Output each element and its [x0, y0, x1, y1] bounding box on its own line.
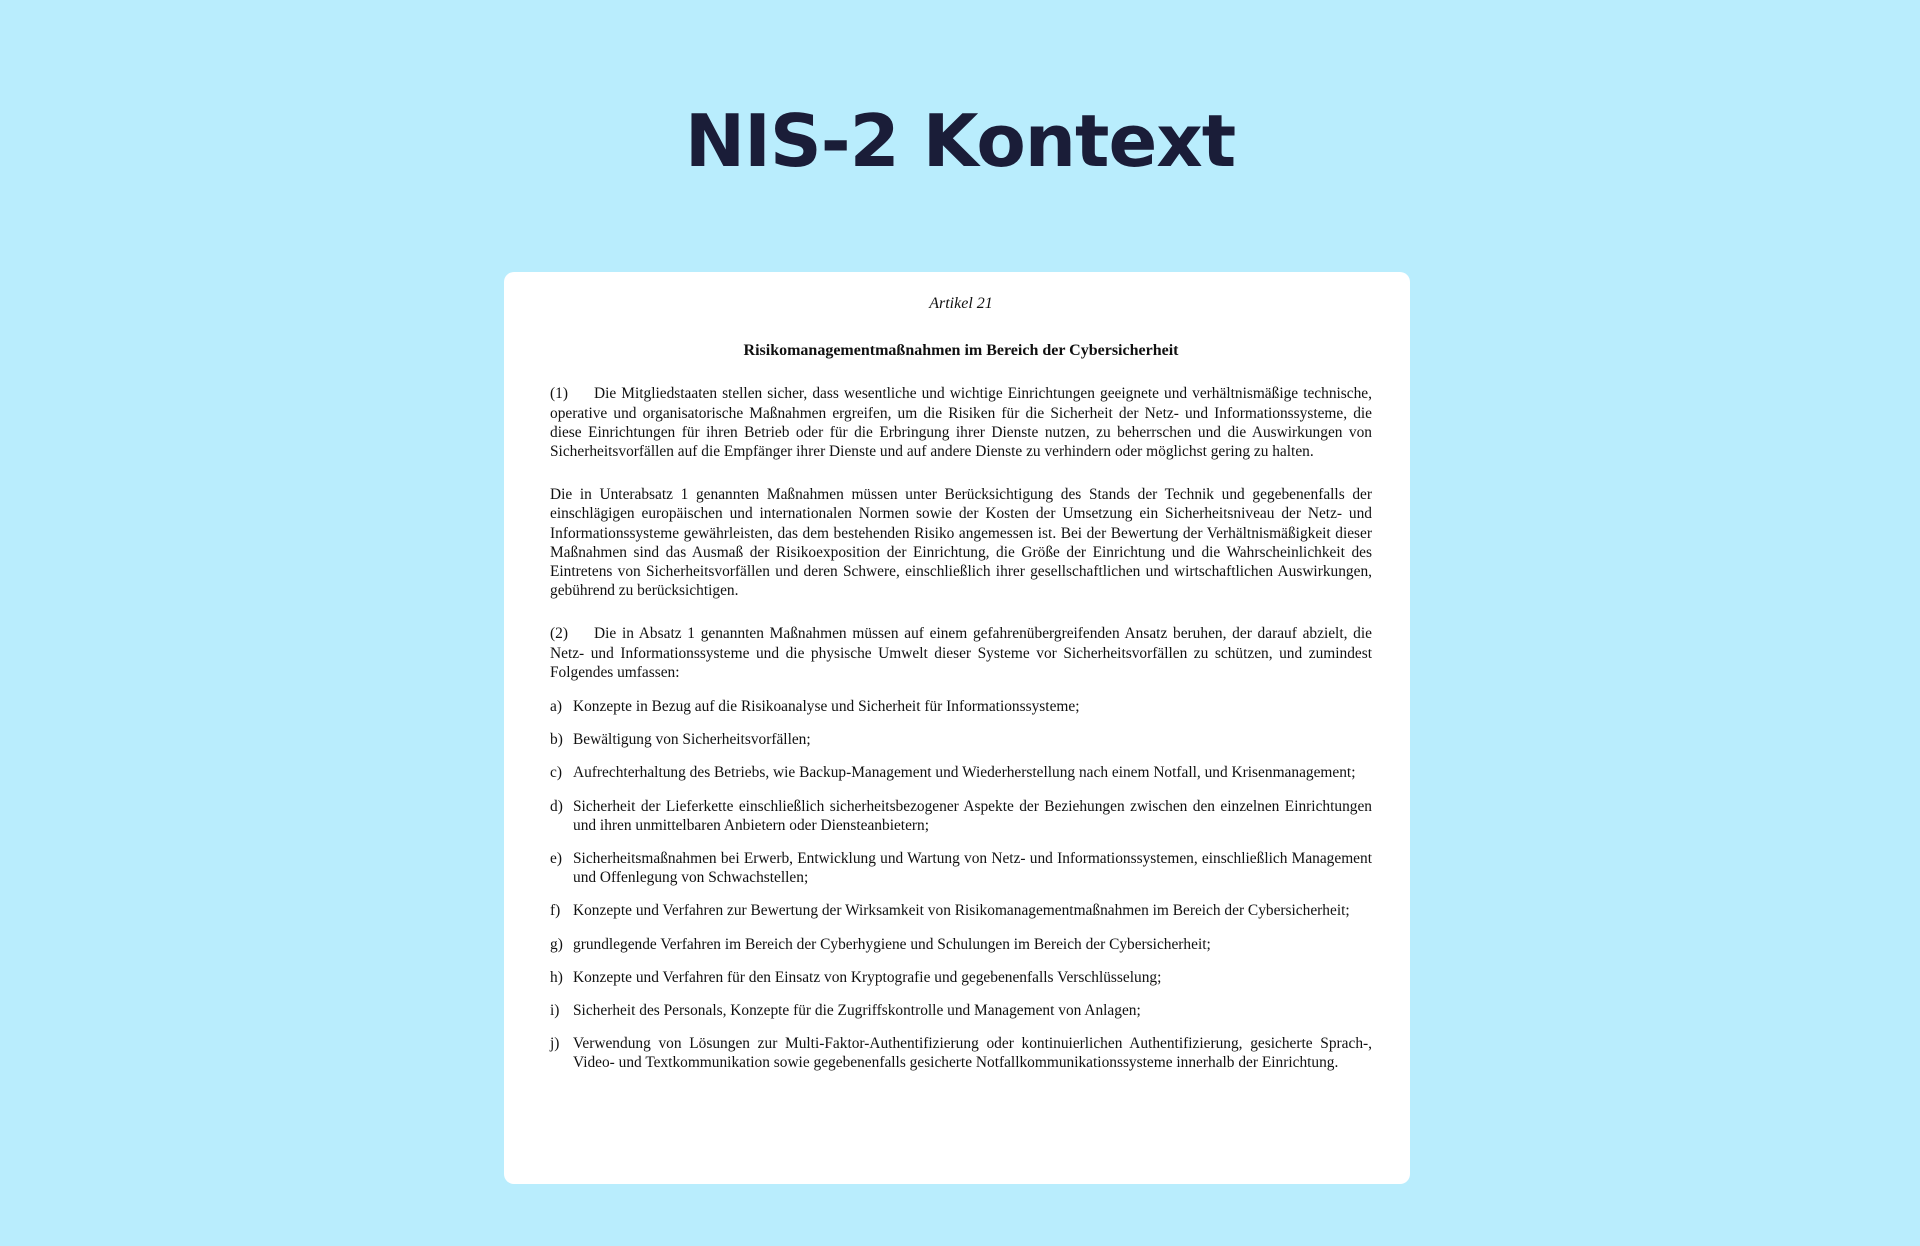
list-letter: a) — [550, 698, 562, 716]
list-letter: b) — [550, 731, 563, 749]
paragraph-1-subparagraph: Die in Unterabsatz 1 genannten Maßnahmen müssen unter Berücksichtigung des Stands der Technik und gegebenenfalls der einschlägigen europäischen und internationalen Normen sowie der Kosten der Umsetzung ein Sicherheitsniveau der Netz- und Informationssysteme gewährleisten, das dem bestehenden Risiko angemessen ist. Bei der Bewertung der Verhältnismäßigkeit dieser Maßnahmen sind das Ausmaß der Risikoexposition der Einrichtung, die Größe der Einrichtung und die Wahrscheinlichkeit des Eintretens von Sicherheitsvorfällen und deren Schwere, einschließlich ihrer gesellschaftlichen und wirtschaftlichen Auswirkungen, gebührend zu berücksichtigen. — [550, 486, 1372, 600]
list-letter: e) — [550, 850, 562, 868]
paragraph-2 — [550, 624, 1372, 682]
page-title: NIS-2 Kontext — [684, 99, 1236, 183]
list-text: Sicherheitsmaßnahmen bei Erwerb, Entwicklung und Wartung von Netz- und Informationssystemen, einschließlich Management und Offenlegung von Schwachstellen; — [573, 850, 1372, 887]
paragraph-number: (2) — [550, 625, 568, 643]
list-item — [550, 1001, 1372, 1020]
document-card — [504, 272, 1410, 1184]
list-letter: d) — [550, 797, 563, 815]
list-letter: g) — [550, 935, 563, 953]
list-item — [550, 1034, 1372, 1072]
list-text: Konzepte und Verfahren zur Bewertung der Wirksamkeit von Risikomanagementmaßnahmen im Bereich der Cybersicherheit; — [573, 902, 1350, 920]
list-item — [550, 935, 1372, 954]
list-letter: h) — [550, 968, 563, 986]
list-letter: c) — [550, 764, 562, 782]
list-text: Aufrechterhaltung des Betriebs, wie Backup-Management und Wiederherstellung nach einem Notfall, und Krisenmanagement; — [573, 764, 1356, 782]
list-item — [550, 968, 1372, 987]
list-text: Konzepte und Verfahren für den Einsatz von Kryptografie und gegebenenfalls Verschlüsselung; — [573, 968, 1162, 986]
list-text: Sicherheit der Lieferkette einschließlich sicherheitsbezogener Aspekte der Beziehungen zwischen den einzelnen Einrichtungen und ihren unmittelbaren Anbietern oder Diensteanbietern; — [573, 797, 1372, 834]
measures-list — [550, 697, 1372, 1073]
list-text: Sicherheit des Personals, Konzepte für die Zugriffskontrolle und Management von Anlagen; — [573, 1002, 1141, 1020]
list-item — [550, 797, 1372, 835]
list-item — [550, 697, 1372, 716]
list-text: Verwendung von Lösungen zur Multi-Faktor-Authentifizierung oder kontinuierlichen Authentifizierung, gesicherte Sprach-, Video- und Textkommunikation sowie gegebenenfalls gesicherte Notfallkommunikationssysteme innerhalb der Einrichtung. — [573, 1035, 1372, 1072]
list-letter: f) — [550, 902, 561, 920]
paragraph-text: Die in Absatz 1 genannten Maßnahmen müssen auf einem gefahrenübergreifenden Ansatz beruhen, der darauf abzielt, die Netz- und Informationssysteme und die physische Umwelt dieser Systeme vor Sicherheitsvorfällen zu schützen, und zumindest Folgendes umfassen: — [550, 625, 1372, 681]
list-text: Bewältigung von Sicherheitsvorfällen; — [573, 731, 811, 749]
list-item — [550, 763, 1372, 782]
list-letter: i) — [550, 1002, 560, 1020]
list-item — [550, 849, 1372, 887]
article-heading: Risikomanagementmaßnahmen im Bereich der Cybersicherheit — [743, 342, 1179, 360]
article-number: Artikel 21 — [929, 295, 993, 312]
list-item — [550, 730, 1372, 749]
list-text: grundlegende Verfahren im Bereich der Cyberhygiene und Schulungen im Bereich der Cybersicherheit; — [573, 935, 1211, 953]
list-item — [550, 901, 1372, 920]
paragraph-1 — [550, 384, 1372, 461]
list-letter: j) — [550, 1035, 560, 1053]
paragraph-text: Die Mitgliedstaaten stellen sicher, dass wesentliche und wichtige Einrichtungen geeignete und verhältnismäßige technische, operative und organisatorische Maßnahmen ergreifen, um die Risiken für die Sicherheit der Netz- und Informationssysteme, die diese Einrichtungen für ihren Betrieb oder für die Erbringung ihrer Dienste nutzen, zu beherrschen und die Auswirkungen von Sicherheitsvorfällen auf die Empfänger ihrer Dienste und auf andere Dienste zu verhindern oder möglichst gering zu halten. — [550, 385, 1372, 461]
paragraph-number: (1) — [550, 385, 568, 403]
list-text: Konzepte in Bezug auf die Risikoanalyse und Sicherheit für Informationssysteme; — [573, 698, 1080, 716]
